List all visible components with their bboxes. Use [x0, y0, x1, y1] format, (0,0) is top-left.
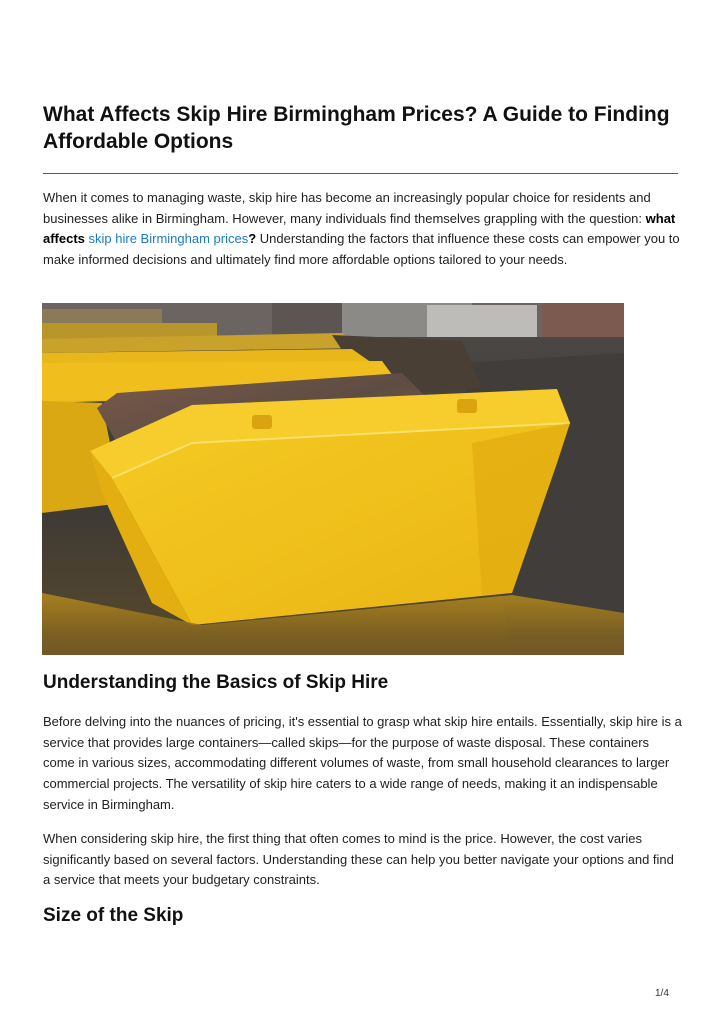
yellow-skips-photo	[42, 303, 624, 655]
title-divider	[43, 173, 678, 174]
section-heading-size: Size of the Skip	[43, 905, 184, 926]
intro-paragraph	[43, 188, 683, 271]
basics-paragraph-1: Before delving into the nuances of pricing, it's essential to grasp what skip hire entails. Essentially, skip hire is a service that provides large containers—called skips—for the purpose of waste disposal. These containers come in various sizes, accommodating different volumes of waste, from small household clearances to larger commercial projects. The versatility of skip hire caters to a wide range of needs, making it an indispensable service in Birmingham.	[43, 714, 682, 812]
basics-paragraph-2: When considering skip hire, the first thing that often comes to mind is the price. However, the cost varies significantly based on several factors. Understanding these can help you better navigate your options and find a service that meets your budgetary constraints.	[43, 831, 674, 888]
skip-hire-prices-link[interactable]: skip hire Birmingham prices	[84, 231, 249, 247]
intro-bold-question-mark: ?	[248, 231, 257, 247]
intro-text-before: When it comes to managing waste, skip hire has become an increasingly popular choice for residents and businesses alike in Birmingham. However, many individuals find themselves grappling with the question:	[43, 190, 651, 226]
intro-text-after: Understanding the factors that influence these costs can empower you to make informed decisions and ultimately find more affordable options tailored to your needs.	[43, 231, 680, 268]
intro-bold-phrase: what affects	[43, 210, 676, 247]
article-title: What Affects Skip Hire Birmingham Prices? A Guide to Finding Affordable Options	[43, 103, 670, 153]
section-heading-basics: Understanding the Basics of Skip Hire	[43, 672, 389, 693]
page-number: 1/4	[655, 988, 669, 999]
